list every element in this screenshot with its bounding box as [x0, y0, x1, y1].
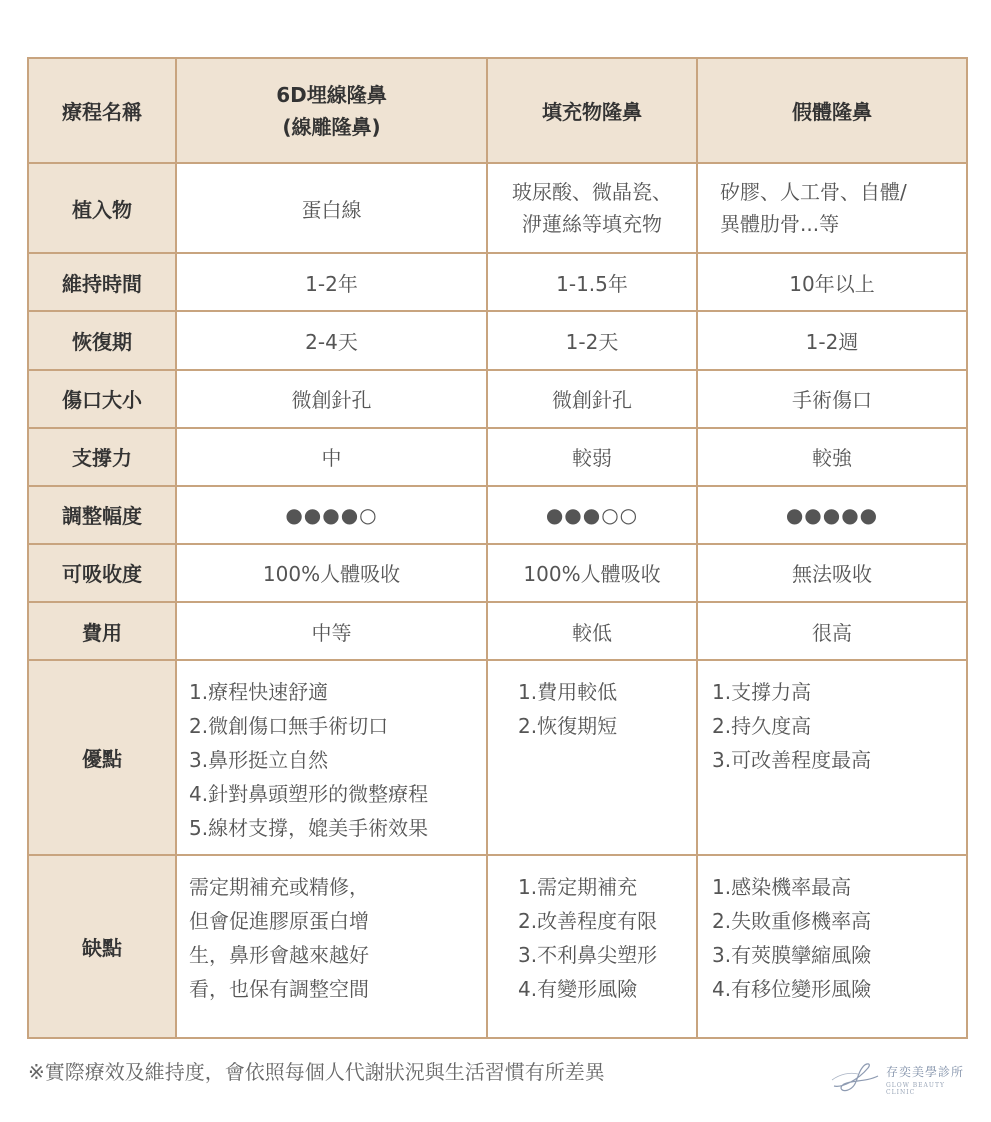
- row-label: 植入物: [28, 163, 176, 253]
- rating-dots-filler: ●●●○○: [487, 486, 697, 544]
- row-label: 可吸收度: [28, 544, 176, 602]
- cell-filler: 100%人體吸收: [487, 544, 697, 602]
- logo-subtitle: GLOW BEAUTY CLINIC: [886, 1082, 945, 1096]
- table-row: [28, 602, 967, 660]
- header-6d-thread-line1: 6D埋線隆鼻 (線雕隆鼻): [276, 82, 387, 139]
- pros-thread: [176, 660, 487, 854]
- cell-thread: 中等: [176, 602, 487, 660]
- cell-thread: 2-4天: [176, 311, 487, 369]
- list-item: 但會促進膠原蛋白增: [189, 908, 369, 933]
- cell-implant: 很高: [697, 602, 967, 660]
- table-row: [28, 311, 967, 369]
- list-item: 2.微創傷口無手術切口: [189, 714, 389, 739]
- cell-filler: 1-2天: [487, 311, 697, 369]
- rating-dots-thread: ●●●●○: [176, 486, 487, 544]
- logo-mark-icon: [828, 1060, 882, 1094]
- table-row: [28, 486, 967, 544]
- table-row: [28, 428, 967, 486]
- cell-thread: 蛋白線: [176, 163, 487, 253]
- list-item: 2.持久度高: [712, 714, 812, 739]
- pros-filler: [487, 660, 697, 854]
- cell-implant: 手術傷口: [697, 370, 967, 428]
- cell-thread: 100%人體吸收: [176, 544, 487, 602]
- table-row: [28, 253, 967, 311]
- cell-implant: 較強: [697, 428, 967, 486]
- comparison-table: [27, 57, 968, 1039]
- cell-filler: 玻尿酸、微晶瓷、 洢蓮絲等填充物: [487, 163, 697, 253]
- list-item: 1.療程快速舒適: [189, 680, 329, 705]
- clinic-logo: [828, 1060, 968, 1094]
- cell-thread: 中: [176, 428, 487, 486]
- cell-filler: 微創針孔: [487, 370, 697, 428]
- list-item: 4.有變形風險: [518, 976, 638, 1001]
- list-item: 3.不利鼻尖塑形: [518, 942, 658, 967]
- cons-filler: [487, 855, 697, 1038]
- cell-thread: 微創針孔: [176, 370, 487, 428]
- cell-filler: 較弱: [487, 428, 697, 486]
- row-label: 調整幅度: [28, 486, 176, 544]
- table-row-pros: [28, 660, 967, 854]
- footnote: ※實際療效及維持度，會依照每個人代謝狀況與生活習慣有所差異: [28, 1060, 605, 1084]
- list-item: 1.感染機率最高: [712, 874, 852, 899]
- table-row: [28, 163, 967, 253]
- header-treatment-name: 療程名稱: [28, 58, 176, 163]
- row-label: 費用: [28, 602, 176, 660]
- list-item: 1.支撐力高: [712, 680, 812, 705]
- cell-filler: 較低: [487, 602, 697, 660]
- row-label-cons: 缺點: [28, 855, 176, 1038]
- list-item: 看，也保有調整空間: [189, 976, 369, 1001]
- cons-thread: [176, 855, 487, 1038]
- list-item: 4.針對鼻頭塑形的微整療程: [189, 782, 429, 807]
- list-item: 需定期補充或精修，: [189, 874, 369, 899]
- list-item: 2.恢復期短: [518, 714, 618, 739]
- row-label: 恢復期: [28, 311, 176, 369]
- header-filler: 填充物隆鼻: [487, 58, 697, 163]
- list-item: 1.費用較低: [518, 680, 618, 705]
- cell-implant: 1-2週: [697, 311, 967, 369]
- cons-implant: [697, 855, 967, 1038]
- cell-filler: 1-1.5年: [487, 253, 697, 311]
- table-header-row: [28, 58, 967, 163]
- list-item: 2.改善程度有限: [518, 908, 658, 933]
- cell-implant: 無法吸收: [697, 544, 967, 602]
- row-label-pros: 優點: [28, 660, 176, 854]
- rating-dots-implant: ●●●●●: [697, 486, 967, 544]
- list-item: 2.失敗重修機率高: [712, 908, 872, 933]
- list-item: 3.有莢膜攣縮風險: [712, 942, 872, 967]
- pros-implant: [697, 660, 967, 854]
- list-item: 3.可改善程度最高: [712, 748, 872, 773]
- table-row: [28, 370, 967, 428]
- list-item: 4.有移位變形風險: [712, 976, 872, 1001]
- header-implant: 假體隆鼻: [697, 58, 967, 163]
- header-6d-thread: [176, 58, 487, 163]
- list-item: 5.線材支撐，媲美手術效果: [189, 816, 429, 841]
- list-item: 1.需定期補充: [518, 874, 638, 899]
- table-row-cons: [28, 855, 967, 1038]
- cell-implant: 10年以上: [697, 253, 967, 311]
- logo-name: 存奕美學診所: [886, 1065, 965, 1079]
- row-label: 傷口大小: [28, 370, 176, 428]
- row-label: 維持時間: [28, 253, 176, 311]
- cell-implant: 矽膠、人工骨、自體/ 異體肋骨...等: [697, 163, 967, 253]
- list-item: 生，鼻形會越來越好: [189, 942, 369, 967]
- row-label: 支撐力: [28, 428, 176, 486]
- table-row: [28, 544, 967, 602]
- cell-thread: 1-2年: [176, 253, 487, 311]
- list-item: 3.鼻形挺立自然: [189, 748, 329, 773]
